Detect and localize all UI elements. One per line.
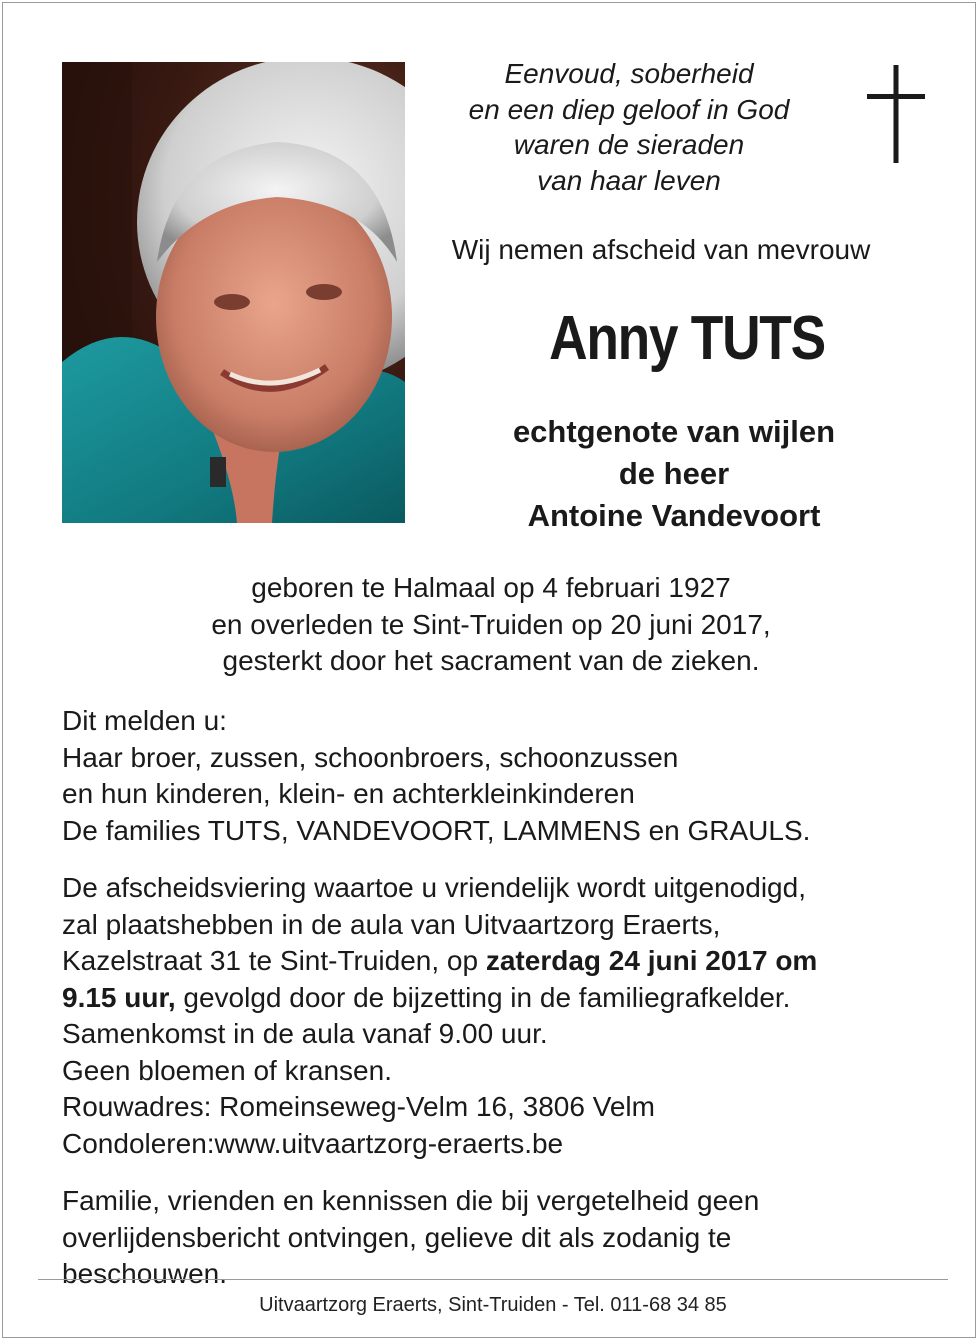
announcement-line: Dit melden u: bbox=[62, 705, 227, 736]
spouse-block bbox=[443, 411, 905, 537]
condolence-link: Condoleren:www.uitvaartzorg-eraerts.be bbox=[62, 1127, 564, 1159]
birth-death-dates bbox=[3, 570, 979, 680]
announcement-line: De families TUTS, VANDEVOORT, LAMMENS en GRAULS. bbox=[62, 814, 811, 846]
intro-text: Wij nemen afscheid van mevrouw bbox=[451, 234, 871, 265]
ceremony-time: 9.15 uur, bbox=[62, 981, 176, 1013]
mourning-address: Rouwadres: Romeinseweg-Velm 16, 3806 Velm bbox=[62, 1091, 655, 1122]
ceremony-line: zal plaatshebben in de aula van Uitvaartzorg Eraerts, bbox=[62, 908, 721, 940]
ceremony-burial: gevolgd door de bijzetting in de familiegrafkelder. bbox=[175, 981, 791, 1013]
obituary-card bbox=[2, 2, 976, 1338]
gathering-line: Samenkomst in de aula vanaf 9.00 uur. bbox=[62, 1018, 548, 1049]
ceremony-line bbox=[62, 980, 962, 1017]
ceremony-line bbox=[62, 943, 962, 980]
announcement-line: Haar broer, zussen, schoonbroers, schoonzussen bbox=[62, 741, 679, 773]
cross-icon bbox=[867, 65, 925, 163]
announcement-line: en hun kinderen, klein- en achterkleinkinderen bbox=[62, 778, 635, 809]
verse-line: en een diep geloof in God bbox=[468, 93, 790, 125]
verse-line: waren de sieraden bbox=[513, 129, 745, 160]
sacrament-line: gesterkt door het sacrament van de zieken. bbox=[222, 645, 760, 676]
verse-line: van haar leven bbox=[537, 164, 721, 196]
announcement-body bbox=[62, 703, 962, 1293]
footer-text: Uitvaartzorg Eraerts, Sint-Truiden - Tel. 011-68 34 85 bbox=[259, 1294, 727, 1316]
footer-divider bbox=[38, 1279, 948, 1280]
ceremony-line: De afscheidsviering waartoe u vriendelijk wordt uitgenodigd, bbox=[62, 872, 806, 903]
deceased-name: Anny TUTS bbox=[549, 304, 825, 373]
spouse-line: echtgenote van wijlen bbox=[512, 414, 836, 449]
verse bbox=[423, 56, 835, 198]
ceremony-address: Kazelstraat 31 te Sint-Truiden, op bbox=[62, 945, 486, 976]
spouse-name: Antoine Vandevoort bbox=[527, 498, 821, 533]
ceremony-date: zaterdag 24 juni 2017 om bbox=[485, 945, 818, 976]
verse-line: Eenvoud, soberheid bbox=[504, 58, 754, 89]
death-line: en overleden te Sint-Truiden op 20 juni 2017, bbox=[211, 608, 771, 640]
closing-line: overlijdensbericht ontvingen, gelieve dit als zodanig te bbox=[62, 1221, 732, 1253]
no-flowers-line: Geen bloemen of kransen. bbox=[62, 1054, 392, 1086]
portrait-photo bbox=[62, 62, 405, 523]
birth-line: geboren te Halmaal op 4 februari 1927 bbox=[251, 572, 731, 603]
closing-line: beschouwen. bbox=[62, 1258, 228, 1289]
spouse-line: de heer bbox=[618, 456, 730, 491]
closing-line: Familie, vrienden en kennissen die bij vergetelheid geen bbox=[62, 1185, 760, 1216]
